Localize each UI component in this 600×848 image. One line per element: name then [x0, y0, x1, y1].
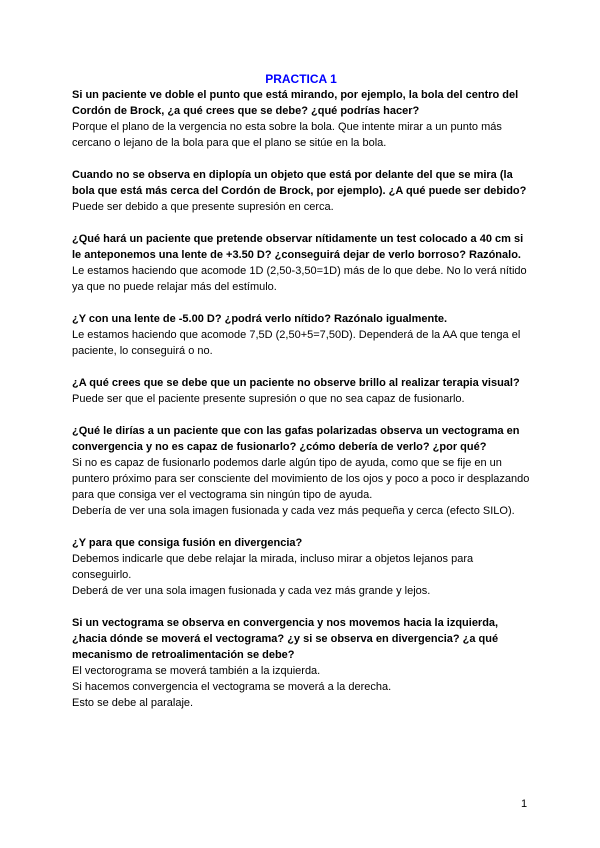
qa-block	[72, 167, 530, 215]
qa-list	[72, 87, 530, 711]
answer-text: Puede ser que el paciente presente supresión o que no sea capaz de fusionarlo.	[72, 393, 465, 405]
qa-block	[72, 87, 530, 151]
answer-text: Porque el plano de la vergencia no esta sobre la bola. Que intente mirar a un punto más cercano o lejano de la bola para que el plano se sitúe en la bola.	[72, 121, 502, 149]
answer-text: Le estamos haciendo que acomode 1D (2,50-3,50=1D) más de lo que debe. No lo verá nítido ya que no puede relajar más del estímulo.	[72, 265, 527, 293]
answer-text: Si no es capaz de fusionarlo podemos darle algún tipo de ayuda, como que se fije en un puntero próximo para ser consciente del movimiento de los ojos y poco a poco ir desplazando para que consiga ver el vectograma sin ningún tipo de ayuda.	[72, 457, 530, 501]
answer-text: Puede ser debido a que presente supresión en cerca.	[72, 201, 334, 213]
question-text: Cuando no se observa en diplopía un objeto que está por delante del que se mira (la bola que está más cerca del Cordón de Brock, por ejemplo). ¿A qué puede ser debido?	[72, 169, 527, 197]
answer-text: Debería de ver una sola imagen fusionada y cada vez más pequeña y cerca (efecto SILO).	[72, 505, 515, 517]
answer-text: Deberá de ver una sola imagen fusionada y cada vez más grande y lejos.	[72, 585, 431, 597]
question-text: Si un vectograma se observa en convergencia y nos movemos hacia la izquierda, ¿hacia dónde se moverá el vectograma? ¿y si se observa en divergencia? ¿a qué mecanismo de retroalimentación se debe?	[72, 617, 499, 661]
qa-block	[72, 311, 530, 359]
qa-block	[72, 231, 530, 295]
qa-block	[72, 615, 530, 711]
answer-text: Esto se debe al paralaje.	[72, 697, 194, 709]
question-text: ¿Y con una lente de -5.00 D? ¿podrá verlo nítido? Razónalo igualmente.	[72, 313, 448, 325]
question-text: ¿A qué crees que se debe que un paciente no observe brillo al realizar terapia visual?	[72, 377, 520, 389]
qa-block	[72, 535, 530, 599]
question-text: ¿Y para que consiga fusión en divergencia?	[72, 537, 303, 549]
qa-block	[72, 423, 530, 519]
question-text: Si un paciente ve doble el punto que está mirando, por ejemplo, la bola del centro del Cordón de Brock, ¿a qué crees que se debe? ¿qué podrías hacer?	[72, 89, 519, 117]
page-number: 1	[521, 798, 528, 810]
answer-text: El vectorograma se moverá también a la izquierda.	[72, 665, 321, 677]
answer-text: Le estamos haciendo que acomode 7,5D (2,50+5=7,50D). Dependerá de la AA que tenga el paciente, lo conseguirá o no.	[72, 329, 521, 357]
document-title: PRACTICA 1	[265, 72, 337, 86]
qa-block	[72, 375, 530, 407]
answer-text: Debemos indicarle que debe relajar la mirada, incluso mirar a objetos lejanos para conseguirlo.	[72, 553, 474, 581]
answer-text: Si hacemos convergencia el vectograma se moverá a la derecha.	[72, 681, 392, 693]
question-text: ¿Qué hará un paciente que pretende observar nítidamente un test colocado a 40 cm si le anteponemos una lente de +3.50 D? ¿conseguirá dejar de verlo borroso? Razónalo.	[72, 233, 524, 261]
question-text: ¿Qué le dirías a un paciente que con las gafas polarizadas observa un vectograma en convergencia y no es capaz de fusionarlo? ¿cómo debería de verlo? ¿por qué?	[72, 425, 520, 453]
document-page	[72, 72, 530, 727]
